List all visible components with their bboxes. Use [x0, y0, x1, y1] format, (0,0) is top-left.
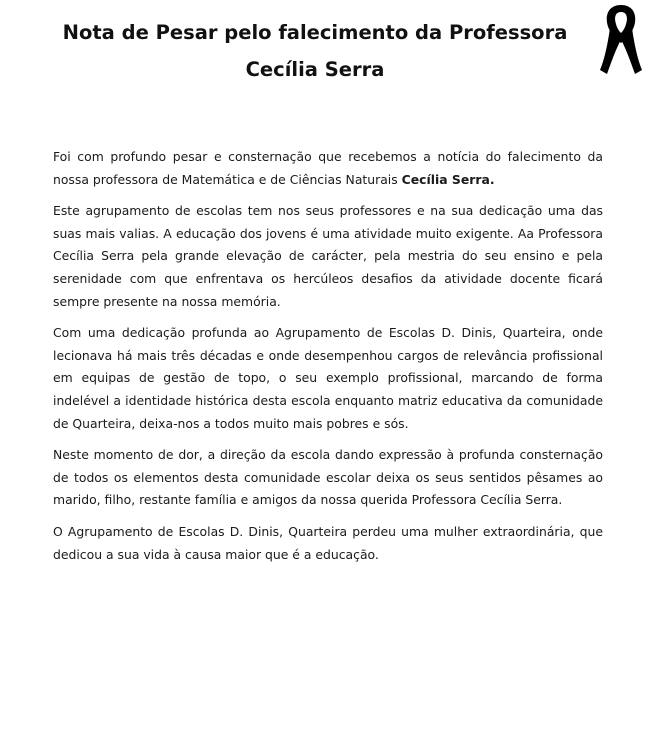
paragraph-3: Com uma dedicação profunda ao Agrupamento de Escolas D. Dinis, Quarteira, onde lecionava há mais três décadas e onde desempenhou cargos de relevância profissional em equipas de gestão de topo, o seu exemplo profissional, marcando de forma indelével a identidade histórica desta escola enquanto matriz educativa da comunidade de Quarteira, deixa-nos a todos muito mais pobres e sós. [53, 325, 603, 431]
teacher-name-bold: Cecília Serra [401, 171, 490, 187]
mourning-ribbon-icon [596, 2, 646, 76]
note-body [53, 146, 603, 566]
paragraph-2: Este agrupamento de escolas tem nos seus professores e na sua dedicação uma das suas mais valias. A educação dos jovens é uma atividade muito exigente. Aa Professora Cecília Serra pela grande elevação de carácter, pela mestria do seu ensino e pela serenidade com que enfrentava os hercúleos desafios da atividade docente ficará sempre presente na nossa memória. [53, 203, 603, 309]
paragraph-1-end: . [489, 171, 495, 187]
paragraph-1 [53, 146, 603, 191]
title-line-2: Cecília Serra [245, 58, 385, 81]
paragraph-1-text: Foi com profundo pesar e consternação que recebemos a notícia do falecimento da nossa professora de Matemática e de Ciências Naturais [53, 149, 603, 187]
title-line-1: Nota de Pesar pelo falecimento da Professora [62, 21, 568, 44]
paragraph-4: Neste momento de dor, a direção da escola dando expressão à profunda consternação de todos os elementos desta comunidade escolar deixa os seus sentidos pêsames ao marido, filho, restante família e amigos da nossa querida Professora Cecília Serra. [53, 447, 603, 508]
paragraph-5: O Agrupamento de Escolas D. Dinis, Quarteira perdeu uma mulher extraordinária, que dedicou a sua vida à causa maior que é a educação. [53, 523, 603, 562]
page-title [40, 14, 590, 88]
